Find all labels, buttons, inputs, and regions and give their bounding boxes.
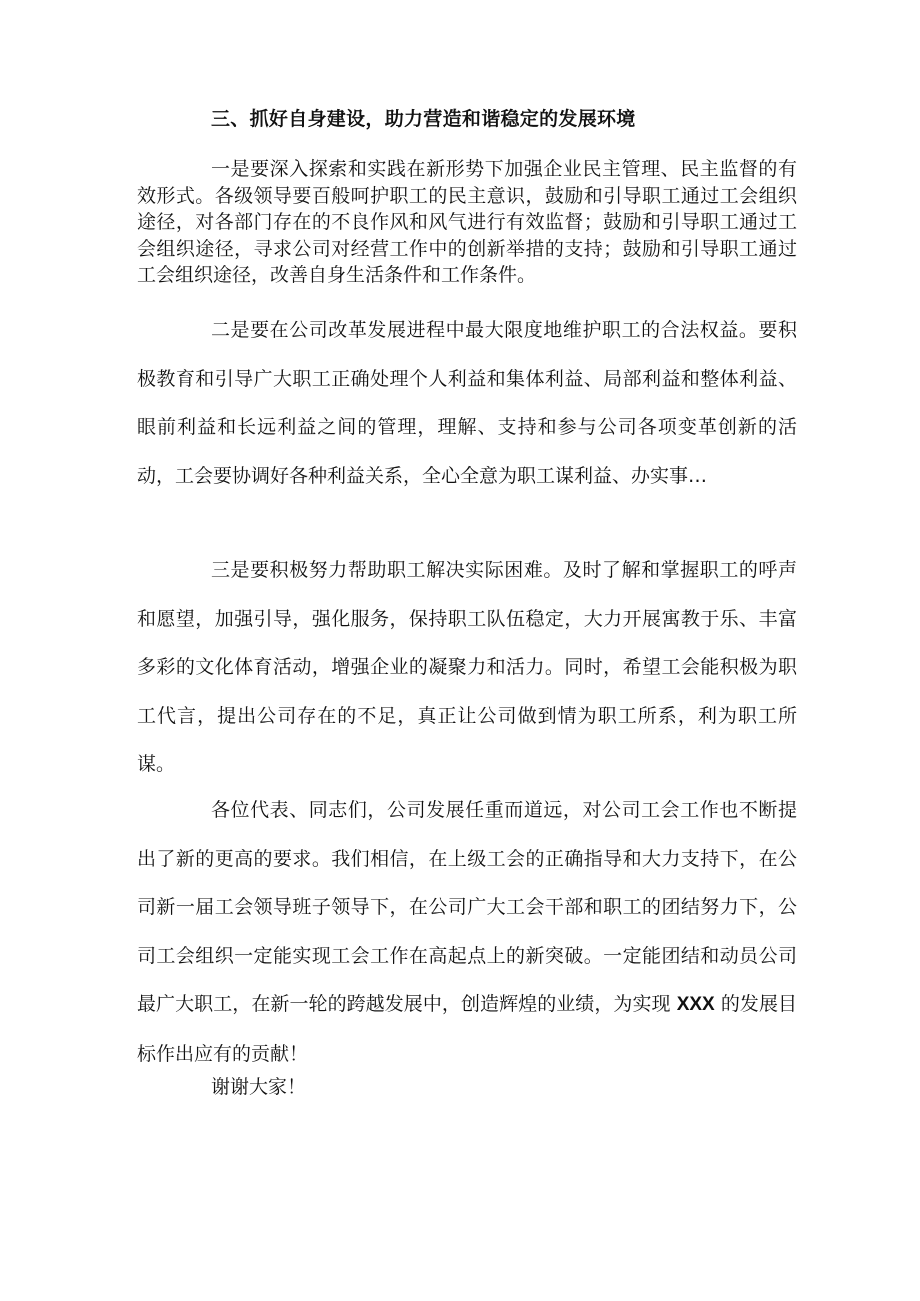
paragraph-4-tail: 的发展目标作出应有的贡献！: [137, 993, 798, 1065]
paragraph-2: 二是要在公司改革发展进程中最大限度地维护职工的合法权益。要积极教育和引导广大职工正确处理个人利益和集体利益、局部利益和整体利益、眼前利益和长远利益之间的管理，理解、支持和参与公司各项变革创新的活动，工会要协调好各种利益关系，全心全意为职工谋利益、办实事…: [137, 319, 797, 487]
placeholder-xxx: XXX: [676, 994, 715, 1015]
closing-thanks: 谢谢大家！: [211, 1076, 307, 1098]
paragraph-4-main: 各位代表、同志们，公司发展任重而道远，对公司工会工作也不断提出了新的更高的要求。我们相信，在上级工会的正确指导和大力支持下，在公司新一届工会领导班子领导下，在公司广大工会干部和职工的团结努力下，公司工会组织一定能实现工会工作在高起点上的新突破。一定能团结和动员公司最广大职工，在新一轮的跨越发展中，创造辉煌的业绩，为实现: [137, 799, 797, 1015]
paragraph-1: 一是要深入探索和实践在新形势下加强企业民主管理、民主监督的有效形式。各级领导要百般呵护职工的民主意识，鼓励和引导职工通过工会组织途径，对各部门存在的不良作风和风气进行有效监督；鼓励和引导职工通过工会组织途径，寻求公司对经营工作中的创新举措的支持；鼓励和引导职工通过工会组织途径，改善自身生活条件和工作条件。: [137, 158, 797, 286]
section-heading: 三、抓好自身建设，助力营造和谐稳定的发展环境: [211, 108, 636, 130]
paragraph-4: [137, 786, 797, 1078]
paragraph-3: 三是要积极努力帮助职工解决实际困难。及时了解和掌握职工的呼声和愿望，加强引导，强化服务，保持职工队伍稳定，大力开展寓教于乐、丰富多彩的文化体育活动，增强企业的凝聚力和活力。同时，希望工会能积极为职工代言，提出公司存在的不足，真正让公司做到情为职工所系，利为职工所谋。: [137, 559, 797, 775]
